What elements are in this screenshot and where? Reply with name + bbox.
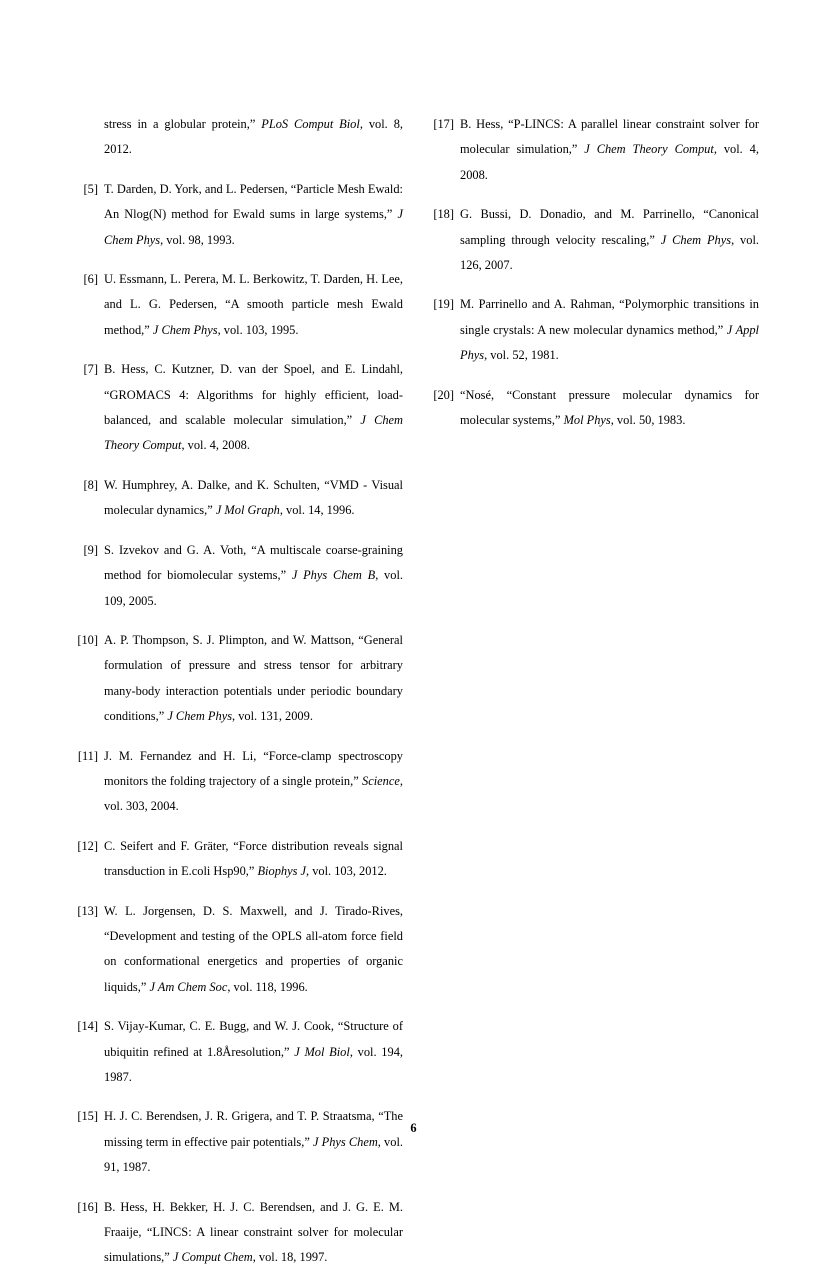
reference-pre: U. Essmann, L. Perera, M. L. Berkowitz, T. Darden, H. Lee, and L. G. Pedersen, “A smooth particle mesh Ewald method,” [104, 272, 403, 337]
reference-text [104, 834, 403, 885]
reference-journal: J Mol Graph [215, 503, 280, 518]
reference-text [460, 202, 759, 278]
reference-column-right [424, 112, 759, 433]
reference-entry [68, 899, 403, 1001]
continued-reference-post: , vol. 8, 2012. [104, 117, 403, 157]
reference-journal: J Comput Chem [172, 1250, 253, 1265]
reference-journal: Mol Phys [563, 413, 611, 428]
reference-label: [8] [83, 477, 98, 492]
reference-text [460, 292, 759, 368]
reference-text [460, 112, 759, 188]
reference-entry [68, 628, 403, 730]
reference-text [104, 744, 403, 820]
reference-pre: M. Parrinello and A. Rahman, “Polymorphic transitions in single crystals: A new molecular dynamics method,” [460, 297, 759, 337]
reference-text [104, 473, 403, 524]
reference-pre: B. Hess, C. Kutzner, D. van der Spoel, and E. Lindahl, “GROMACS 4: Algorithms for highly efficient, load-balanced, and scalable molecular simulation,” [104, 362, 403, 428]
reference-label: [16] [77, 1199, 98, 1214]
reference-post: , vol. 303, 2004. [104, 773, 403, 814]
reference-label: [5] [83, 181, 98, 196]
reference-journal: J Chem Theory Comput [104, 413, 403, 453]
reference-post: , vol. 118, 1996. [227, 979, 308, 994]
reference-label: [12] [77, 838, 98, 853]
reference-entry [424, 202, 759, 278]
reference-pre: S. Vijay-Kumar, C. E. Bugg, and W. J. Cook, “Structure of ubiquitin refined at 1.8Åresolution,” [104, 1019, 403, 1059]
reference-label: [15] [77, 1109, 98, 1124]
reference-post: , vol. 194, 1987. [104, 1044, 403, 1084]
reference-label: [17] [433, 117, 454, 131]
reference-entry [424, 383, 759, 434]
reference-pre: G. Bussi, D. Donadio, and M. Parrinello, “Canonical sampling through velocity rescaling,” [460, 207, 759, 247]
reference-entry [68, 1104, 403, 1180]
reference-column-left [68, 112, 403, 1271]
reference-text [104, 538, 403, 614]
reference-entry [68, 357, 403, 459]
reference-post: , vol. 4, 2008. [181, 438, 250, 453]
reference-pre: H. J. C. Berendsen, J. R. Grigera, and T. P. Straatsma, “The missing term in effective pair potentials,” [104, 1109, 403, 1149]
reference-text [104, 628, 403, 730]
reference-post: , vol. 52, 1981. [484, 348, 559, 363]
reference-pre: T. Darden, D. York, and L. Pedersen, “Particle Mesh Ewald: An Nlog(N) method for Ewald sums in large systems,” [104, 181, 403, 222]
reference-text [104, 1195, 403, 1271]
reference-post: , vol. 103, 1995. [217, 322, 299, 337]
reference-pre: C. Seifert and F. Gräter, “Force distribution reveals signal transduction in E.coli Hsp90,” [104, 838, 403, 879]
reference-journal: J Chem Phys [104, 207, 403, 247]
reference-pre: J. M. Fernandez and H. Li, “Force-clamp spectroscopy monitors the folding trajectory of a single protein,” [104, 748, 403, 788]
reference-post: , vol. 91, 1987. [104, 1134, 403, 1175]
reference-post: , vol. 109, 2005. [104, 568, 403, 608]
continued-reference [104, 112, 403, 163]
reference-label: [13] [77, 903, 98, 918]
reference-journal: J Mol Biol [294, 1044, 350, 1059]
continued-reference-pre: stress in a globular protein,” [104, 117, 262, 131]
reference-text [104, 267, 403, 343]
reference-label: [9] [83, 542, 98, 557]
reference-journal: J Chem Phys [167, 709, 233, 724]
reference-journal: J Am Chem Soc [149, 979, 228, 994]
reference-entry [424, 292, 759, 368]
reference-journal: J Chem Phys [660, 232, 732, 247]
reference-post: , vol. 4, 2008. [460, 142, 759, 182]
reference-entry [68, 267, 403, 343]
reference-pre: “Nosé, “Constant pressure molecular dynamics for molecular systems,” [460, 387, 759, 428]
reference-list-columns [68, 112, 768, 1271]
continued-reference-journal: PLoS Comput Biol [261, 117, 360, 131]
reference-entry [68, 1014, 403, 1090]
reference-label: [7] [83, 362, 98, 377]
reference-entry [68, 744, 403, 820]
reference-pre: W. L. Jorgensen, D. S. Maxwell, and J. Tirado-Rives, “Development and testing of the OPLS all-atom force field on conformational energetics and properties of organic liquids,” [104, 903, 403, 994]
reference-entry [68, 473, 403, 524]
reference-pre: W. Humphrey, A. Dalke, and K. Schulten, “VMD - Visual molecular dynamics,” [104, 477, 403, 518]
reference-entry [68, 1195, 403, 1271]
reference-post: , vol. 50, 1983. [610, 413, 686, 428]
reference-journal: Science [362, 773, 400, 788]
reference-entry [68, 538, 403, 614]
reference-label: [14] [77, 1019, 98, 1034]
reference-post: , vol. 18, 1997. [252, 1250, 328, 1265]
reference-label: [6] [83, 272, 98, 287]
reference-journal: J Chem Phys [152, 322, 218, 337]
reference-post: , vol. 14, 1996. [279, 503, 355, 518]
reference-journal: J Appl Phys [460, 322, 759, 363]
reference-post: , vol. 126, 2007. [460, 232, 759, 273]
reference-text [104, 357, 403, 459]
reference-post: , vol. 98, 1993. [160, 232, 235, 247]
reference-label: [11] [77, 748, 98, 763]
reference-journal: Biophys J [257, 864, 307, 879]
page-number: 6 [410, 1121, 417, 1135]
reference-text [104, 899, 403, 1001]
reference-pre: B. Hess, “P-LINCS: A parallel linear constraint solver for molecular simulation,” [460, 117, 759, 157]
reference-pre: A. P. Thompson, S. J. Plimpton, and W. Mattson, “General formulation of pressure and stress tensor for arbitrary many-body interaction potentials under periodic boundary conditions,” [104, 632, 403, 724]
reference-text [460, 383, 759, 434]
reference-pre: S. Izvekov and G. A. Voth, “A multiscale coarse-graining method for biomolecular systems,” [104, 542, 403, 583]
reference-post: , vol. 103, 2012. [306, 864, 387, 879]
reference-label: [19] [433, 297, 454, 312]
reference-entry [68, 177, 403, 253]
reference-label: [18] [433, 207, 454, 222]
reference-journal: J Chem Theory Comput [584, 142, 714, 157]
reference-journal: J Phys Chem [312, 1134, 378, 1149]
reference-text [104, 1104, 403, 1180]
reference-text [104, 177, 403, 253]
reference-text [104, 1014, 403, 1090]
reference-entry [424, 112, 759, 188]
reference-entry [68, 834, 403, 885]
reference-journal: J Phys Chem B [291, 568, 376, 583]
reference-pre: B. Hess, H. Bekker, H. J. C. Berendsen, and J. G. E. M. Fraaije, “LINCS: A linear constraint solver for molecular simulations,” [104, 1199, 403, 1265]
reference-label: [20] [433, 387, 454, 402]
reference-post: , vol. 131, 2009. [232, 709, 313, 724]
reference-label: [10] [77, 632, 98, 647]
